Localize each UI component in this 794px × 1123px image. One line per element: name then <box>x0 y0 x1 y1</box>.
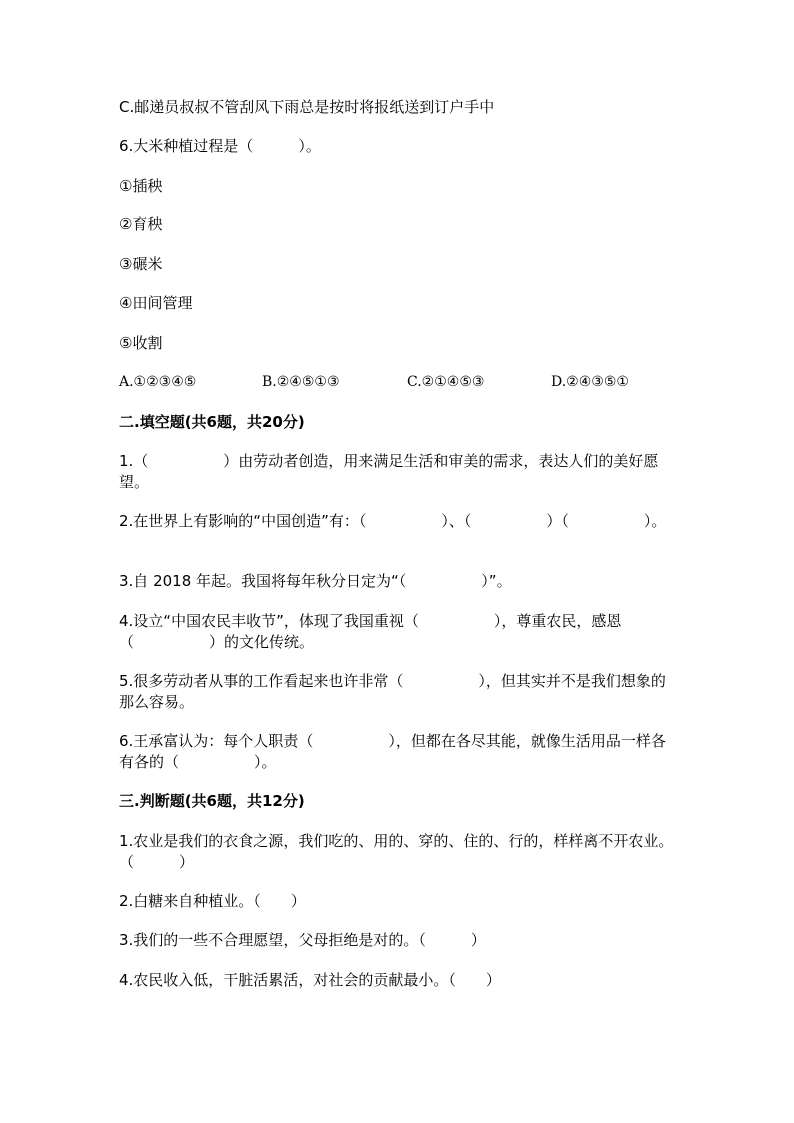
fill-question-3: 3.自 2018 年起。我国将每年秋分日定为“（ ）”。 <box>119 572 512 590</box>
option-b: B.②④⑤①③ <box>262 374 340 390</box>
option-a: A.①②③④⑤ <box>119 374 197 390</box>
question-6: 6.大米种植过程是（ ）。 <box>119 137 321 155</box>
step-4: ④田间管理 <box>119 294 193 312</box>
judge-question-2: 2.白糖来自种植业。（ ） <box>119 892 306 910</box>
judge-question-4: 4.农民收入低，干脏活累活，对社会的贡献最小。（ ） <box>119 971 501 989</box>
option-c: C.②①④⑤③ <box>407 374 485 390</box>
fill-question-5: 5.很多劳动者从事的工作看起来也许非常（ ），但其实并不是我们想象的那么容易。 <box>119 672 666 711</box>
fill-question-6: 6.王承富认为：每个人职责（ ），但都在各尽其能，就像生活用品一样各有各的（ ）。 <box>119 732 666 771</box>
judge-question-1: 1.农业是我们的衣食之源，我们吃的、用的、穿的、住的、行的，样样离不开农业。（ ） <box>119 832 674 871</box>
step-3: ③碾米 <box>119 255 163 273</box>
step-5: ⑤收割 <box>119 334 163 352</box>
judge-question-3: 3.我们的一些不合理愿望，父母拒绝是对的。（ ） <box>119 931 486 949</box>
section-3-heading: 三.判断题(共6题，共12分) <box>119 792 305 810</box>
answer-options <box>119 372 679 393</box>
fill-question-2: 2.在世界上有影响的“中国创造”有：（ ）、（ ）（ ）。 <box>119 512 667 530</box>
section-2-heading: 二.填空题(共6题，共20分) <box>119 413 305 431</box>
option-d: D.②④③⑤① <box>551 374 629 390</box>
step-2: ②育秧 <box>119 215 163 233</box>
choice-c-text: C.邮递员叔叔不管刮风下雨总是按时将报纸送到订户手中 <box>119 98 495 116</box>
fill-question-4: 4.设立“中国农民丰收节”，体现了我国重视（ ），尊重农民，感恩（ ）的文化传统。 <box>119 612 622 651</box>
fill-question-1: 1.（ ）由劳动者创造，用来满足生活和审美的需求，表达人们的美好愿望。 <box>119 452 659 491</box>
step-1: ①插秧 <box>119 177 163 195</box>
